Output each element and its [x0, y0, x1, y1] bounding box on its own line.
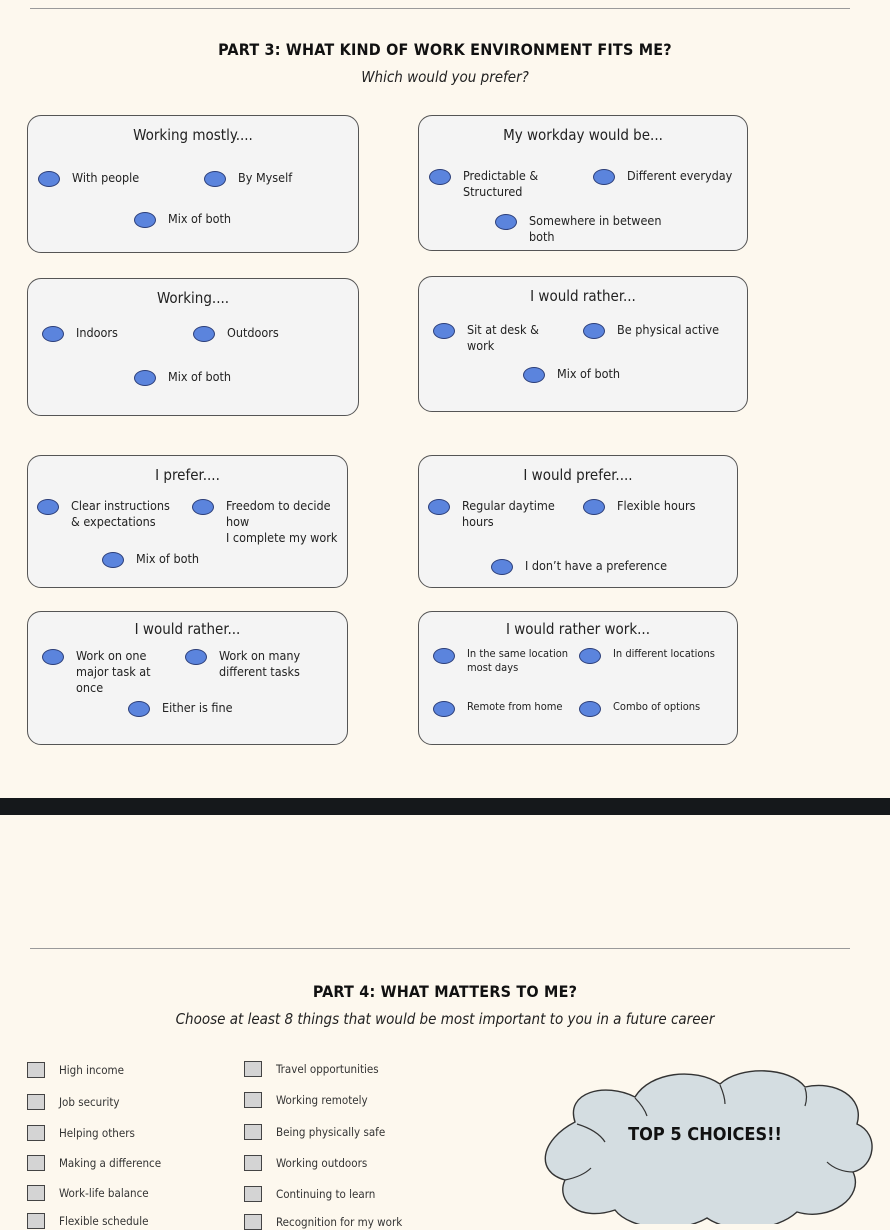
card-title: I would rather work...: [505, 620, 650, 638]
checklist-label: Working remotely: [276, 1093, 368, 1107]
radio-button[interactable]: [192, 499, 214, 515]
radio-button[interactable]: [523, 367, 545, 383]
option-flexible-hours[interactable]: [583, 498, 695, 515]
option-mix-of-both[interactable]: [102, 551, 199, 568]
checkbox[interactable]: [244, 1124, 262, 1140]
option-different-everyday[interactable]: [593, 168, 732, 185]
option-with-people[interactable]: [38, 170, 139, 187]
radio-button[interactable]: [433, 323, 455, 339]
checkbox[interactable]: [244, 1186, 262, 1202]
radio-button[interactable]: [583, 323, 605, 339]
radio-button[interactable]: [579, 701, 601, 717]
option-mix-of-both[interactable]: [134, 369, 231, 386]
radio-button[interactable]: [38, 171, 60, 187]
radio-button[interactable]: [429, 169, 451, 185]
radio-button[interactable]: [128, 701, 150, 717]
part4-subtitle: Choose at least 8 things that would be most important to you in a future career: [175, 1010, 715, 1028]
option-label: I don’t have a preference: [525, 558, 667, 573]
part3-title: PART 3: WHAT KIND OF WORK ENVIRONMENT FITS ME?: [218, 40, 672, 59]
checkbox[interactable]: [27, 1062, 45, 1078]
option-label: Work on many different tasks: [219, 648, 301, 679]
option-label: Be physical active: [617, 322, 720, 337]
option-label: With people: [72, 170, 140, 185]
checklist-label: Job security: [59, 1095, 120, 1109]
option-label: Remote from home: [467, 700, 563, 713]
option-label: Combo of options: [613, 700, 701, 713]
radio-button[interactable]: [102, 552, 124, 568]
option-different-locations[interactable]: [579, 647, 715, 664]
option-label: Predictable & Structured: [463, 168, 539, 199]
option-either-is-fine[interactable]: [128, 700, 233, 717]
option-by-myself[interactable]: [204, 170, 292, 187]
option-label: Mix of both: [168, 369, 232, 384]
card-title: I would rather...: [530, 287, 636, 305]
option-predictable[interactable]: [429, 168, 538, 200]
option-label: By Myself: [238, 170, 293, 185]
option-label: Mix of both: [168, 211, 232, 226]
option-label: Indoors: [76, 325, 118, 340]
option-same-location[interactable]: [433, 647, 568, 675]
checkbox[interactable]: [27, 1094, 45, 1110]
card-instructions: [27, 455, 348, 588]
checkbox[interactable]: [244, 1155, 262, 1171]
radio-button[interactable]: [134, 212, 156, 228]
checklist-item[interactable]: [244, 1061, 379, 1077]
checklist-label: Travel opportunities: [276, 1062, 379, 1076]
card-title: I would prefer....: [523, 466, 633, 484]
option-label: In different locations: [613, 647, 715, 660]
radio-button[interactable]: [42, 649, 64, 665]
option-regular-daytime[interactable]: [428, 498, 555, 530]
option-label: Outdoors: [227, 325, 279, 340]
option-label: Flexible hours: [617, 498, 696, 513]
option-outdoors[interactable]: [193, 325, 279, 342]
card-working-location: [27, 278, 359, 416]
checklist-label: Work-life balance: [59, 1186, 149, 1200]
option-label: Sit at desk & work: [467, 322, 539, 353]
checklist-item[interactable]: [244, 1155, 367, 1171]
checklist-label: Being physically safe: [276, 1125, 386, 1139]
checklist-item[interactable]: [27, 1094, 120, 1110]
card-working-mostly: [27, 115, 359, 253]
checklist-label: Recognition for my work: [276, 1215, 403, 1229]
option-label: Mix of both: [136, 551, 200, 566]
checklist-item[interactable]: [244, 1124, 385, 1140]
checklist-label: Helping others: [59, 1126, 135, 1140]
page-break-band: [0, 798, 890, 815]
radio-button[interactable]: [134, 370, 156, 386]
card-title: Working....: [156, 289, 230, 307]
card-title: Working mostly....: [133, 126, 253, 144]
option-label: Somewhere in between both: [529, 213, 662, 244]
checkbox[interactable]: [27, 1185, 45, 1201]
part3-subtitle: Which would you prefer?: [361, 68, 529, 86]
part4-divider: [30, 948, 850, 949]
radio-button[interactable]: [579, 648, 601, 664]
card-title: I would rather...: [134, 620, 241, 638]
radio-button[interactable]: [433, 701, 455, 717]
option-no-preference[interactable]: [491, 558, 667, 575]
checklist-label: Working outdoors: [276, 1156, 368, 1170]
radio-button[interactable]: [583, 499, 605, 515]
option-sit-at-desk[interactable]: [433, 322, 539, 354]
checklist-item[interactable]: [244, 1092, 368, 1108]
option-physical-active[interactable]: [583, 322, 719, 339]
radio-button[interactable]: [433, 648, 455, 664]
option-label: Different everyday: [627, 168, 733, 183]
radio-button[interactable]: [204, 171, 226, 187]
option-combo[interactable]: [579, 700, 700, 717]
radio-button[interactable]: [42, 326, 64, 342]
radio-button[interactable]: [491, 559, 513, 575]
checklist-item[interactable]: [27, 1155, 161, 1171]
option-somewhere-between[interactable]: [495, 213, 661, 245]
option-mix-of-both[interactable]: [134, 211, 231, 228]
radio-button[interactable]: [593, 169, 615, 185]
option-label: Mix of both: [557, 366, 621, 381]
card-hours: [418, 455, 738, 588]
option-freedom-to-decide[interactable]: [192, 498, 347, 546]
card-title: I prefer....: [155, 466, 220, 484]
checklist-item[interactable]: [27, 1062, 124, 1078]
option-label: Either is fine: [162, 700, 233, 715]
radio-button[interactable]: [185, 649, 207, 665]
checklist-label: Making a difference: [59, 1156, 162, 1170]
checklist-label: High income: [59, 1063, 124, 1077]
radio-button[interactable]: [428, 499, 450, 515]
checklist-item[interactable]: [27, 1125, 135, 1141]
card-tasks: [27, 611, 348, 745]
top-choices-label: TOP 5 CHOICES!!: [628, 1124, 782, 1145]
radio-button[interactable]: [495, 214, 517, 230]
option-label: Work on one major task at once: [76, 648, 151, 695]
option-label: Regular daytime hours: [462, 498, 555, 529]
checklist-item[interactable]: [244, 1214, 402, 1230]
top-divider: [30, 8, 850, 9]
checklist-label: Flexible schedule: [59, 1214, 149, 1228]
option-mix-of-both[interactable]: [523, 366, 620, 383]
option-label: Clear instructions & expectations: [71, 498, 170, 529]
radio-button[interactable]: [37, 499, 59, 515]
checklist-label: Continuing to learn: [276, 1187, 376, 1201]
radio-button[interactable]: [193, 326, 215, 342]
checkbox[interactable]: [244, 1061, 262, 1077]
checkbox[interactable]: [27, 1213, 45, 1229]
card-workday: [418, 115, 748, 251]
checklist-item[interactable]: [27, 1213, 148, 1229]
option-many-tasks[interactable]: [185, 648, 300, 680]
checkbox[interactable]: [27, 1155, 45, 1171]
option-one-major-task[interactable]: [42, 648, 151, 696]
checklist-item[interactable]: [27, 1185, 149, 1201]
checkbox[interactable]: [244, 1214, 262, 1230]
option-clear-instructions[interactable]: [37, 498, 170, 530]
checkbox[interactable]: [27, 1125, 45, 1141]
part4-title: PART 4: WHAT MATTERS TO ME?: [312, 982, 578, 1001]
option-remote-from-home[interactable]: [433, 700, 562, 717]
option-label: Freedom to decide how I complete my work: [226, 498, 338, 545]
card-desk-or-physical: [418, 276, 748, 412]
checkbox[interactable]: [244, 1092, 262, 1108]
checklist-item[interactable]: [244, 1186, 375, 1202]
card-work-location: [418, 611, 738, 745]
card-title: My workday would be...: [503, 126, 663, 144]
option-indoors[interactable]: [42, 325, 118, 342]
option-label: In the same location most days: [467, 647, 569, 674]
